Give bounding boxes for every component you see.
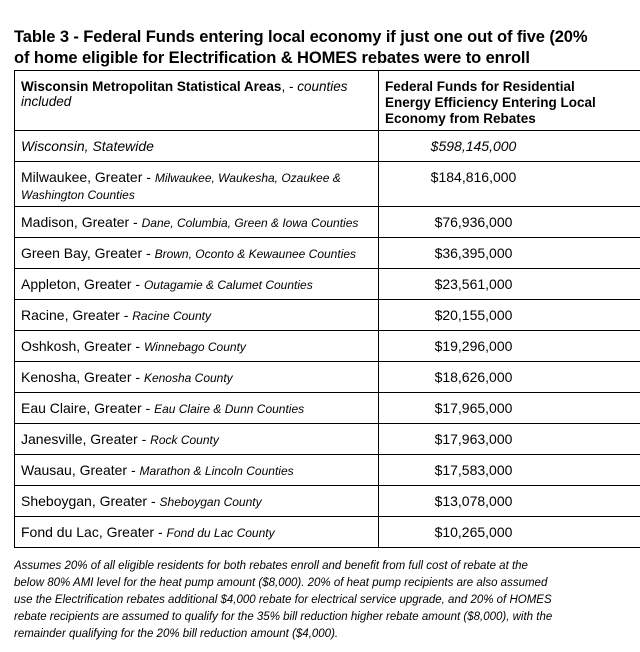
table-row: [15, 393, 640, 424]
header-funds-line-3: Economy from Rebates: [385, 111, 536, 126]
footnote-line: below 80% AMI level for the heat pump amount ($8,000). 20% of heat pump recipients are also assumed: [14, 577, 548, 589]
amount-cell: $17,965,000: [379, 393, 640, 424]
area-name: Green Bay, Greater -: [21, 245, 155, 261]
area-name: Fond du Lac, Greater -: [21, 524, 167, 540]
table-header-row: [15, 71, 640, 131]
area-cell: [15, 269, 379, 300]
amount-cell: $17,583,000: [379, 455, 640, 486]
table-row: [15, 362, 640, 393]
area-cell: [15, 393, 379, 424]
area-counties: Racine County: [132, 309, 211, 323]
area-counties: Marathon & Lincoln Counties: [139, 464, 294, 478]
table-row: [15, 455, 640, 486]
area-counties: Milwaukee, Waukesha, Ozaukee &: [154, 171, 341, 185]
table-row: [15, 207, 640, 238]
amount-cell: $10,265,000: [379, 517, 640, 548]
area-name: Wausau, Greater -: [21, 462, 140, 478]
amount-cell: $13,078,000: [379, 486, 640, 517]
area-name: Janesville, Greater -: [21, 431, 151, 447]
area-cell: [15, 517, 379, 548]
amount-cell: $598,145,000: [379, 131, 640, 162]
table-title: [14, 27, 640, 69]
area-name: Eau Claire, Greater -: [21, 400, 155, 416]
table-row: [15, 424, 640, 455]
area-cell: [15, 486, 379, 517]
area-cell: [15, 424, 379, 455]
area-name: Madison, Greater -: [21, 214, 142, 230]
amount-cell: $184,816,000: [379, 162, 640, 207]
table-title-line-2: of home eligible for Electrification & HOMES rebates were to enroll: [14, 49, 530, 67]
table-row: [15, 517, 640, 548]
header-funds: [379, 71, 640, 131]
area-counties: Rock County: [150, 433, 219, 447]
amount-cell: $36,395,000: [379, 238, 640, 269]
area-cell: [15, 207, 379, 238]
area-cell: [15, 131, 379, 162]
header-area-included: included: [21, 94, 72, 109]
table-body: [15, 131, 640, 548]
header-area: [15, 71, 379, 131]
footnote-line: use the Electrification rebates additional $4,000 rebate for electrical service upgrade, and 20% of HOMES: [14, 594, 552, 606]
amount-cell: $76,936,000: [379, 207, 640, 238]
area-cell: [15, 331, 379, 362]
footnote-line: remainder qualifying for the 20% bill reduction amount ($4,000).: [14, 628, 339, 640]
area-name: Wisconsin, Statewide: [21, 138, 154, 154]
area-cell: [15, 238, 379, 269]
area-name: Sheboygan, Greater -: [21, 493, 160, 509]
footnote-line: Assumes 20% of all eligible residents for both rebates enroll and benefit from full cost of rebate at the: [14, 560, 528, 572]
header-area-counties: counties: [297, 79, 348, 94]
amount-cell: $19,296,000: [379, 331, 640, 362]
amount-cell: $17,963,000: [379, 424, 640, 455]
table-row: [15, 269, 640, 300]
area-name: Milwaukee, Greater -: [21, 169, 155, 185]
area-counties: Brown, Oconto & Kewaunee Counties: [154, 247, 357, 261]
area-counties: Dane, Columbia, Green & Iowa Counties: [141, 216, 359, 230]
area-counties: Kenosha County: [143, 371, 233, 385]
area-counties: Fond du Lac County: [166, 526, 275, 540]
amount-cell: $18,626,000: [379, 362, 640, 393]
header-area-separator: , -: [281, 79, 298, 94]
header-funds-line-1: Federal Funds for Residential: [385, 79, 575, 94]
area-cell: [15, 300, 379, 331]
area-counties: Sheboygan County: [159, 495, 262, 509]
header-area-title: Wisconsin Metropolitan Statistical Areas: [21, 79, 282, 94]
area-name: Kenosha, Greater -: [21, 369, 144, 385]
area-cell: [15, 162, 379, 207]
amount-cell: $23,561,000: [379, 269, 640, 300]
area-counties: Eau Claire & Dunn Counties: [154, 402, 305, 416]
amount-cell: $20,155,000: [379, 300, 640, 331]
area-name: Racine, Greater -: [21, 307, 133, 323]
area-cell: [15, 455, 379, 486]
table-row: [15, 331, 640, 362]
table-row: [15, 162, 640, 207]
area-counties: Outagamie & Calumet Counties: [143, 278, 313, 292]
table-footnote: [14, 558, 640, 643]
table-title-line-1: Table 3 - Federal Funds entering local economy if just one out of five (20%: [14, 28, 588, 46]
area-name: Oshkosh, Greater -: [21, 338, 144, 354]
header-funds-line-2: Energy Efficiency Entering Local: [385, 95, 596, 110]
area-counties-cont: Washington Counties: [21, 188, 135, 202]
area-cell: [15, 362, 379, 393]
area-name: Appleton, Greater -: [21, 276, 144, 292]
table-row: [15, 131, 640, 162]
footnote-line: rebate recipients are assumed to qualify for the 35% bill reduction higher rebate amount ($8,000), with the: [14, 611, 553, 623]
area-counties: Winnebago County: [143, 340, 246, 354]
federal-funds-table: [14, 70, 640, 548]
table-row: [15, 238, 640, 269]
table-row: [15, 300, 640, 331]
table-row: [15, 486, 640, 517]
